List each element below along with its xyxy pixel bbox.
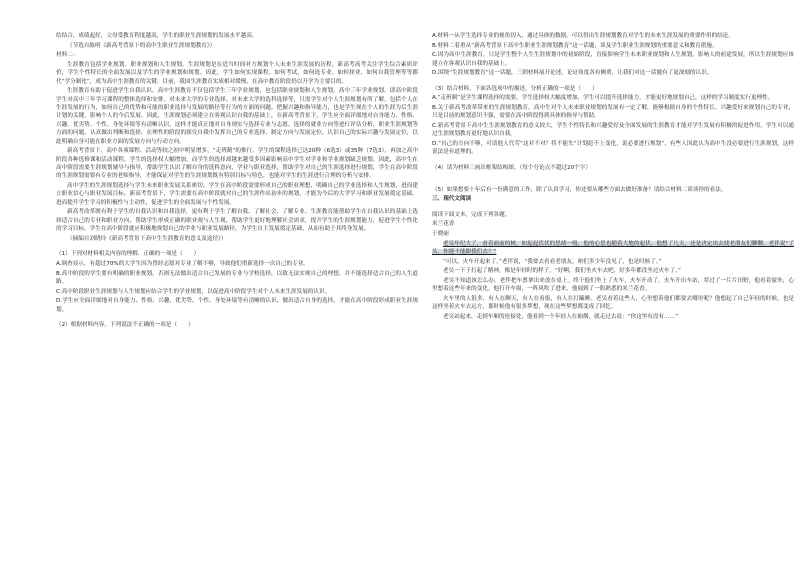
question-3-option-b: B.关于新高考改革带来的生涯规划教育，高中生对个人未来职业规划的发展有一定了解，能够根据自身的个性特长、兴趣爱好来规划自己的专业，只是目前的规划意识不强，需要在高中阶段得到具体的指导与帮助。	[432, 104, 794, 120]
story-paragraph: 火车里的人很多，有人在聊天，有人在看报，有人在打瞌睡。老吴看着这些人，心里想着他们都要去哪里呢？他想起了自己年轻的时候，也是这样坐着火车去远方，那时候他有很多梦想，现在这些梦想都变成了回忆。	[432, 295, 794, 311]
section-heading: 三、现代文阅读	[432, 196, 472, 203]
question-3-option-d: D.“自己的方向不够，可请他人代劳”这对不对？将不能失“计划赶不上变化，说必要进行规划”，有些人因此认为高中生没必要进行生涯规划，这样说法是有道理的。	[432, 140, 794, 156]
question-2-option-d: D.围绕“生涯规划教育”这一话题，三则材料展开论述，论证角度各有侧重，让我们对这一话题有了更深刻的认识。	[432, 70, 713, 77]
question-3: （3）结合材料，下面各选项中的描述，分析正确的一项是（ ）	[432, 85, 598, 92]
story-author: 于晓丽	[432, 230, 449, 237]
question-5: （5）如果想要十年后有一份满意的工作，除了认真学习，你还要从哪些方面去做好准备？请结合材料二谈谈你的看法。	[432, 186, 727, 193]
question-3-option-c: C.新高考背景下高中生生涯规划教育的意义较大，学生个性特长和兴趣爱好及全面发展的生涯教育才能对学生发展有积极的促进作用，学生可以通过生涯规划教育更好地认识自我。	[432, 122, 794, 138]
highlighted-text: 老吴年纪大了，看着面前的树，如起起伏伏的思绪一般，他的心思也随着大地的起伏。他想了几天，还是决定出去找老朋友们聊聊。老伴说“了头，你能不能跟我们去？”	[432, 240, 794, 255]
paragraph: 新高考背景下，高中各项课程、活动等较之初中明显增多，“走班制”的推行，学生的课程选择已达20种（6选3）或35种（7选3），再加之高中阶段各种选修课和活动课程，学生的选择权大幅增加，而学生的选择却越来越受多因素影响高中学生对学业和学业规划缺乏规划。因此，高中生在高中阶段需要生涯规划辅导与指导，帮助学生认识了解自身的选科意向、学业与职业选择，帮助学生对自己的生涯选择进行规划，学生在高中阶段的生涯规划需要有专业的老师指导，才能保证对学生的生涯规划既有特别目标与特色，也能对学生的生涯进行合理的分析与安排。	[56, 148, 418, 180]
story-paragraph: “可以，火车开起来了。”老伴说，“我要去看看老朋友，咱们多少年没见了，也是时候了。”	[443, 258, 662, 265]
source-note: （节选自陈明《新高考背景下的高中生职业生涯规划教育》）	[67, 42, 216, 49]
question-1-option-d: D.学生应全面详细地对自身能力、性格、兴趣、优劣势、个性、身处环境等有清晰的认识，做出适合自身的选择，才能在高中阶段形成职业生涯规划。	[56, 298, 418, 313]
paragraph: 高中学生的生涯规划选择与学生未来职业发展关系密切。学生在高中阶段需要形成自己的职业理想，明确自己的学业选择和人生规划，进而建立职业信心与职业发展目标。新高考背景下，学生需要在高中阶段就对自己的生涯作出初步的规划，才能为今后的大学学习和职业发展奠定基础，进而提升学生学习的积极性与主动性，促进学生的全面发展与个性发展。	[56, 183, 418, 206]
question-4: （4）请为材料三画出框架结构图。（每个分论点不超过20个字）	[432, 164, 591, 171]
paragraph: 生涯教育有助于促进学生自我认识。高中生涯教育不仅包括学生三年学业规划，也包括职业规划和人生规划。高中三年学业规划，即高中阶段学生对高中三年学习课程的整体选择和安排，对未来大学的专业选择、对未来大学的选科选择等，只需学生对个人生涯规划有所了解，包括个人在生涯发展的行为，如何自己的优势和可能的职业选择与发展的路径等行为的方面的问题。把握兴趣和指导能力，也是学生现在个人的生涯为后生涯计划的关键，影响个人的今后发展。因此，生涯规划必须建立在客观认识自我的基础上，在新高考背景下，学生应全面详细地对自身能力、性格、兴趣、优劣势、个性、身处环境等有清晰认识，这样才能真正地对自身现实与选择专业与志愿，选择的就业方向等进行评估分析，职业生涯规划等方面的问题，认真做出判断和选择，在理性的阶段的探究自我中发挥自己的专业选择，制定方向与发展定位，认识自己的实际兴趣与发展定位，以此明确自身可能在职业方面的发展方向与行动方向。	[56, 88, 418, 145]
paragraph: 结结合，成绩起好，父母受教育程度越高，学生的职业生涯规划的发展水平越高。	[56, 33, 258, 39]
question-2: （2）根据材料内容，下列说法不正确的一项是（ ）	[56, 322, 194, 329]
story-paragraph: 老吴不知道该怎么办，老伴把车票拿出来放在桌上。终于他们坐上了火车，火车开动了。火车开出车站，穿过了一片片田野，他看着窗外，心里想着这些年来的变化，他打开车窗，一阵风吹了进来，他闻到了一股熟悉的米兰花香。	[432, 277, 794, 293]
story-paragraph: 老吴一下子打起了精神，像是年轻时的样子。“好啊，我们坐火车去吧，好多年都没坐过火车了。”	[443, 268, 681, 275]
question-2-option-a: A.材料一从学生选择专业的视角切入，通过具体的数据，可以得出生涯规划教育对学生的未来生涯发展的重要作用的结论。	[432, 33, 734, 39]
right-column	[432, 32, 794, 322]
material-heading: 材料二：	[56, 52, 79, 59]
question-1-option-a: A.调查显示，有超过70%的大学生因为曾经志愿对专业了解不够，导致他们重新选择一次自己的专业。	[56, 261, 309, 268]
question-2-option-c: C.因为高中生涯教育，只是学生整个人生生涯规划中的初始阶段，直接影响学生未来职业规划和人生规划，影响人的前途发展，所以生涯规划应该建立在客观认识自我的基础上。	[432, 52, 794, 67]
story-paragraph: 老吴站起来，走到车厢的连接处，他看到一个年轻人在抽烟，就走过去说：“你这里有没有……”	[443, 313, 679, 320]
question-1-option-c: C.高中阶段职业生涯规划与人生规划应结合学生的学业规划，以促进高中阶段学生对个人未来生涯发展的认识。	[56, 288, 331, 295]
left-column	[56, 32, 418, 331]
paragraph: 新高考改革既有利于学生的自我认识和自我选择，更有利于学生了解自我、了解社会、了解专业。生涯教育能帮助学生在自我认识的基础上选择适合自己的专业和职业方向，帮助学生形成正确的职业观与人生观，帮助学生更好地理解社会需求，提升学生的生涯规划能力，促进学生个性化的学习目标，学生在高中阶段就应积极地规划自己的学业与职业发展路径，为学生自主发展奠定基础，从而有助于其终身发展。	[56, 209, 418, 233]
question-3-option-a: A.“走班制”是学生课程选择的需要，学生选择权大幅度增加，学生可以提升选择能力，才能更好地规划自己，这样的学习制度实行更理性。	[432, 95, 774, 102]
story-paragraph	[432, 240, 794, 257]
paragraph: 生涯教育包括学业规划、职业规划和人生规划。生涯规划是在适当时间对方规划个人未来生涯发展的历程，新高考高考关注学生综合素质评价，学生个性特长的全面发展以及学生的学业规划和规划。因此，学生如何实现课程、如何考试、如何选专业、如何择业、如何自我管理等等都代“学分制化”，成为高中生涯教育的关键。目前，我国生涯教育实质相对缓慢，在高中教育阶段仍以升学为主要目的。	[56, 61, 418, 85]
story-title: 米兰花香	[432, 221, 455, 228]
question-1: （1）下列对材料相关内容的理解，正确的一项是（ ）	[56, 251, 200, 258]
reading-instruction: 阅读下面文本，完成下列各题。	[432, 211, 511, 218]
question-1-option-b: B.高中阶段的学生要有明确的职业规划，否则无法做出适合自己发展的专业与学校选择，以致无法实现自己的理想，并不能选择适合自己的人生道路。	[56, 270, 418, 286]
question-2-option-b: B.材料二着重从“新高考背景下高中生职业生涯规划教育”这一话题，谈及学生职业生涯规划的重要意义和教育措施。	[432, 42, 718, 49]
source-note: （摘编自刘晓玲《新高考背景下高中生生涯教育的意义及途径》）	[67, 235, 227, 242]
